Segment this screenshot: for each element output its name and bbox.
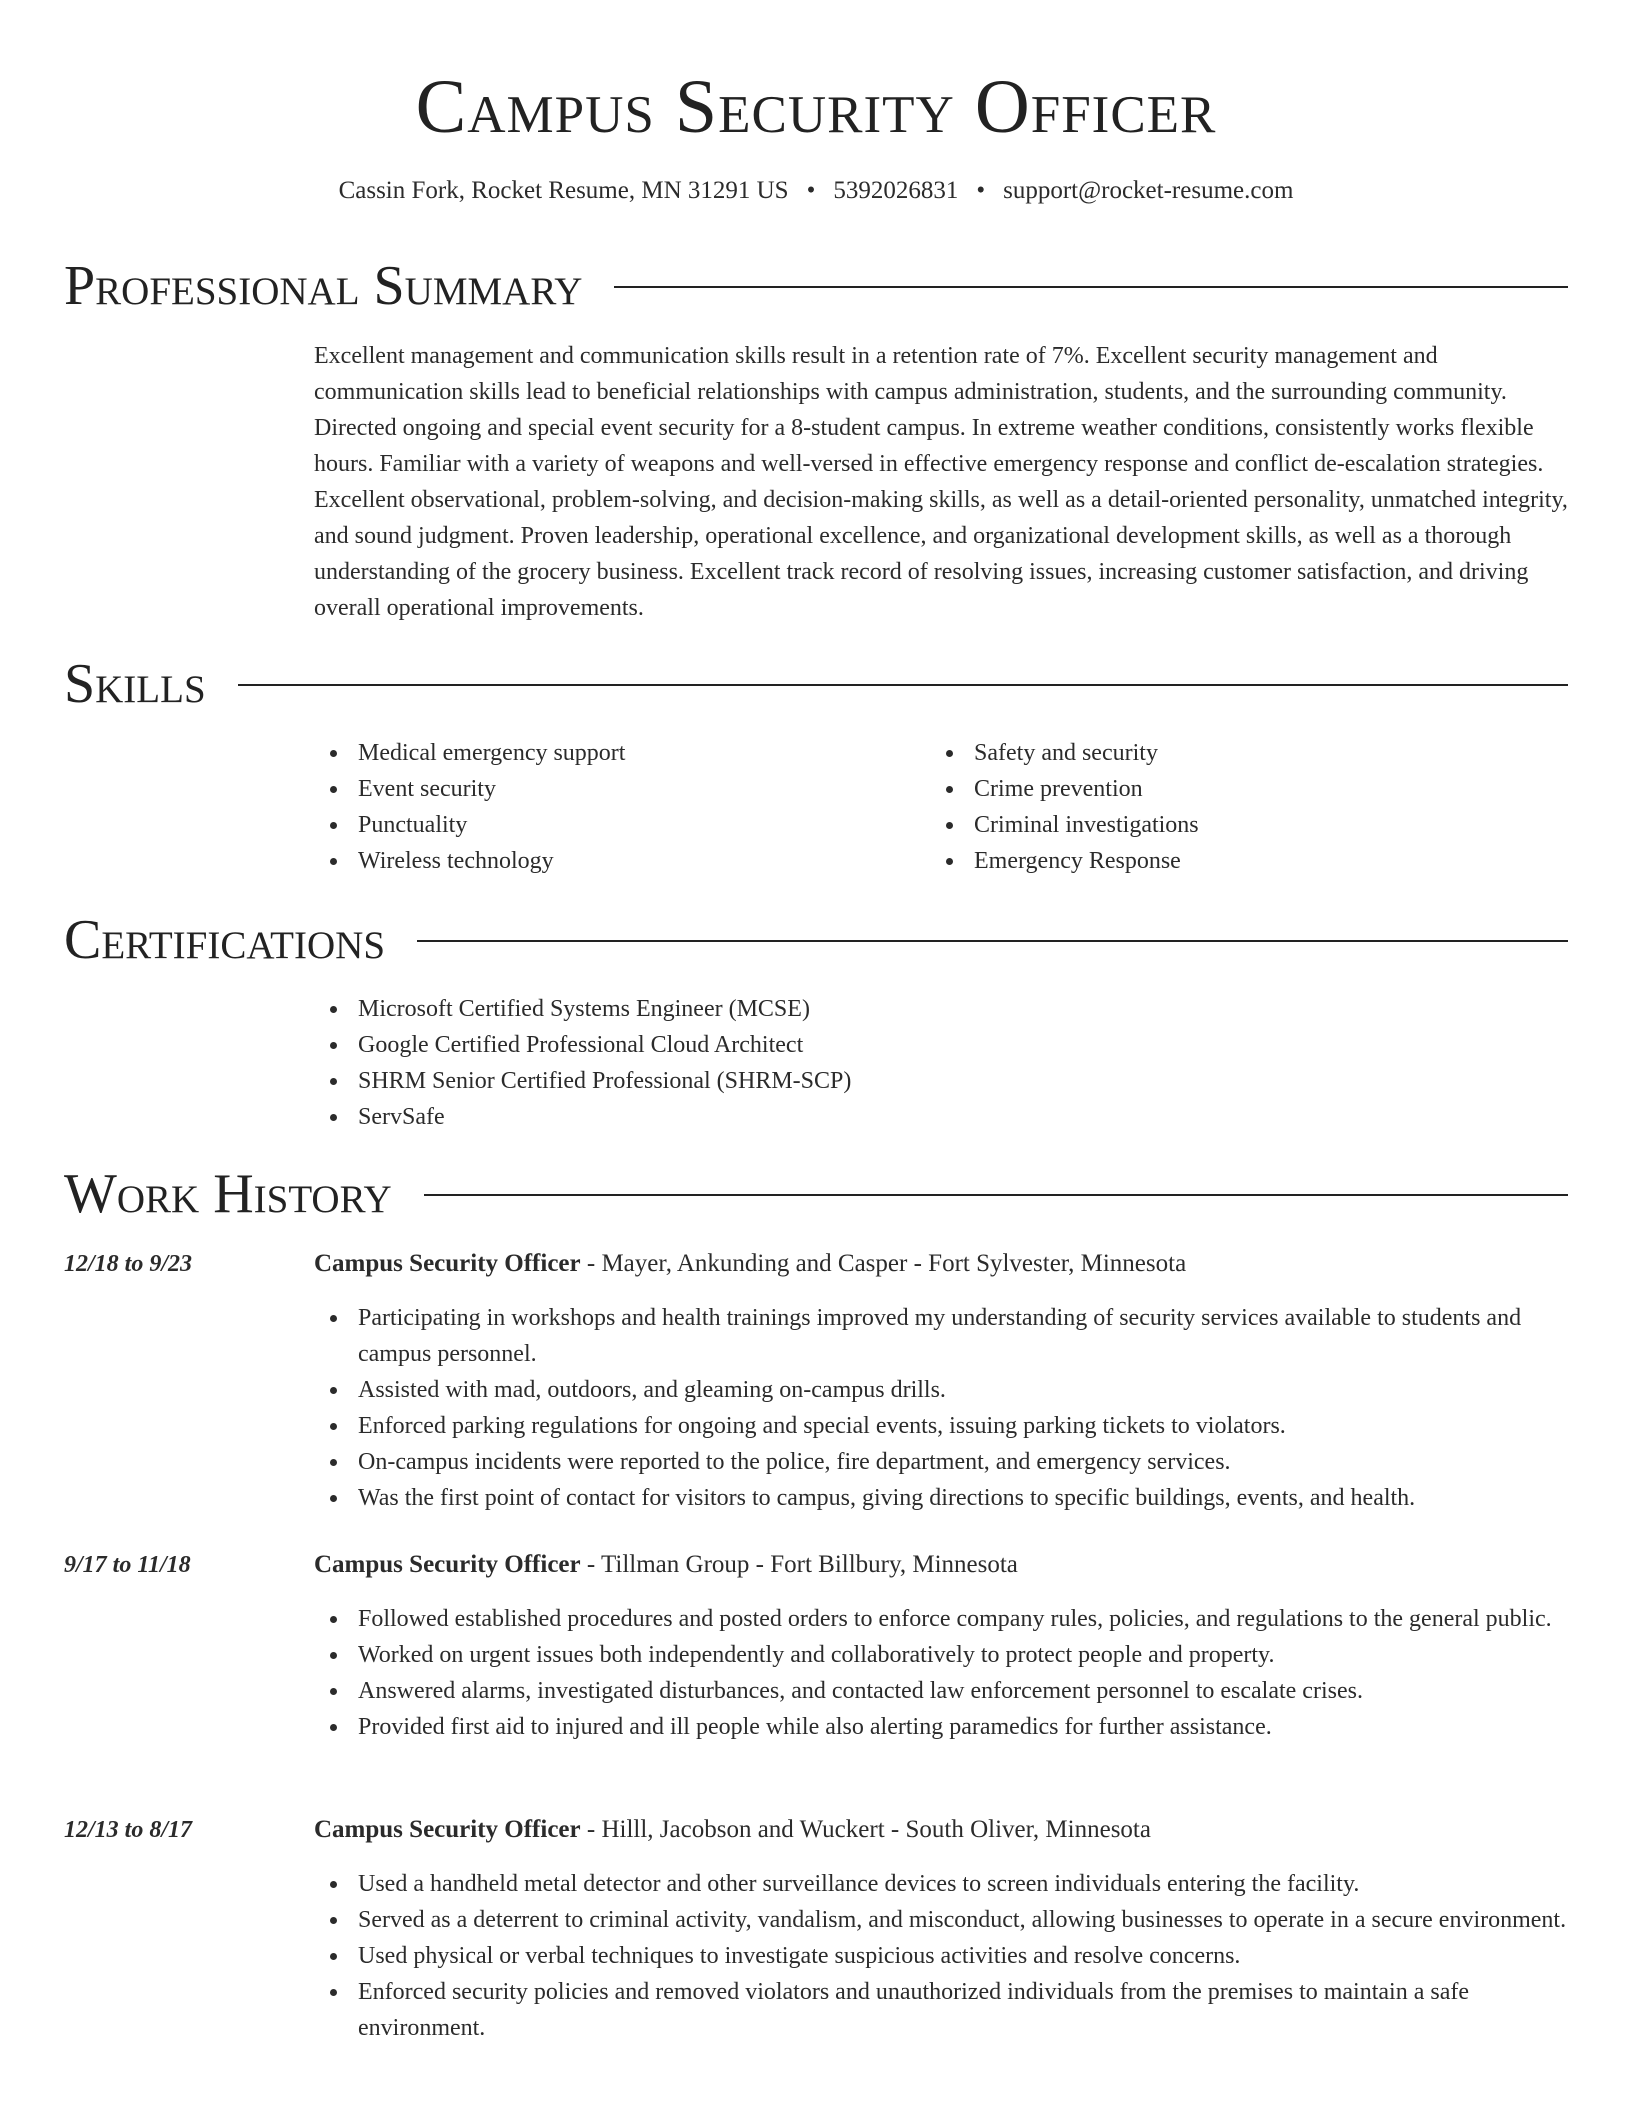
- job-bullet: Worked on urgent issues both independently and collaboratively to protect people and property.: [314, 1637, 1568, 1673]
- skills-section-header: [64, 652, 1568, 716]
- job-dates: 12/18 to 9/23: [64, 1251, 193, 1277]
- job-heading: [314, 1812, 1568, 1848]
- work-history-section-header: [64, 1162, 1568, 1226]
- job-bullet: Participating in workshops and health trainings improved my understanding of security services available to students and campus personnel.: [314, 1300, 1568, 1372]
- skill-item: Emergency Response: [930, 843, 1530, 879]
- job-bullets: [314, 1601, 1568, 1745]
- job-title: Campus Security Officer: [314, 1250, 581, 1277]
- certifications-list: [314, 991, 1568, 1135]
- certifications-section-header: [64, 908, 1568, 972]
- job-bullets: [314, 1300, 1568, 1516]
- resume-title: Campus Security Officer: [415, 65, 1217, 149]
- skills-list-right: [930, 735, 1530, 879]
- certification-item: Microsoft Certified Systems Engineer (MCSE): [314, 991, 1568, 1027]
- job-heading: [314, 1246, 1568, 1282]
- job-bullet: Followed established procedures and posted orders to enforce company rules, policies, and regulations to the general public.: [314, 1601, 1568, 1637]
- job-dates: 9/17 to 11/18: [64, 1552, 191, 1578]
- job-bullet: Was the first point of contact for visitors to campus, giving directions to specific buildings, events, and health.: [314, 1480, 1568, 1516]
- skill-item: Wireless technology: [314, 843, 914, 879]
- summary-heading: Professional Summary: [64, 255, 583, 317]
- contact-line: [0, 174, 1632, 208]
- skill-item: Safety and security: [930, 735, 1530, 771]
- summary-section-header: [64, 254, 1568, 318]
- job-employer: - Tillman Group - Fort Billbury, Minnesota: [580, 1551, 1018, 1578]
- certification-item: ServSafe: [314, 1099, 1568, 1135]
- job-bullet: On-campus incidents were reported to the police, fire department, and emergency services.: [314, 1444, 1568, 1480]
- summary-paragraph: Excellent management and communication skills result in a retention rate of 7%. Excellent security management and communication skills lead to beneficial relationships with campus administration, students, and the surrounding community. Directed ongoing and special event security for a 8-student campus. In extreme weather conditions, consistently works flexible hours. Familiar with a variety of weapons and well-versed in effective emergency response and conflict de-escalation strategies. Excellent observational, problem-solving, and decision-making skills, as well as a detail-oriented personality, unmatched integrity, and sound judgment. Proven leadership, operational excellence, and organizational development skills, as well as a thorough understanding of the grocery business. Excellent track record of resolving issues, increasing customer satisfaction, and driving overall operational improvements.: [314, 343, 1568, 621]
- job-bullet: Assisted with mad, outdoors, and gleaming on-campus drills.: [314, 1372, 1568, 1408]
- section-divider: [238, 684, 1568, 686]
- section-divider: [417, 940, 1568, 942]
- skill-item: Punctuality: [314, 807, 914, 843]
- job-bullet: Used a handheld metal detector and other surveillance devices to screen individuals entering the facility.: [314, 1866, 1568, 1902]
- skills-list-left: [314, 735, 914, 879]
- contact-phone: 5392026831: [833, 177, 959, 204]
- job-bullets: [314, 1866, 1568, 2046]
- job-employer: - Hilll, Jacobson and Wuckert - South Oliver, Minnesota: [580, 1816, 1151, 1843]
- skill-item: Event security: [314, 771, 914, 807]
- job-title: Campus Security Officer: [314, 1816, 581, 1843]
- job-title: Campus Security Officer: [314, 1551, 581, 1578]
- certifications-heading: Certifications: [64, 909, 386, 971]
- job-bullet: Answered alarms, investigated disturbances, and contacted law enforcement personnel to escalate crises.: [314, 1673, 1568, 1709]
- job-bullet: Provided first aid to injured and ill people while also alerting paramedics for further assistance.: [314, 1709, 1568, 1745]
- job-heading: [314, 1547, 1568, 1583]
- skills-heading: Skills: [64, 653, 206, 715]
- contact-email: support@rocket-resume.com: [1003, 177, 1294, 204]
- job-bullet: Enforced parking regulations for ongoing and special events, issuing parking tickets to violators.: [314, 1408, 1568, 1444]
- section-divider: [424, 1194, 1568, 1196]
- skill-item: Crime prevention: [930, 771, 1530, 807]
- certification-item: Google Certified Professional Cloud Architect: [314, 1027, 1568, 1063]
- skill-item: Medical emergency support: [314, 735, 914, 771]
- contact-separator: •: [976, 177, 986, 204]
- contact-address: Cassin Fork, Rocket Resume, MN 31291 US: [338, 177, 789, 204]
- work-history-heading: Work History: [64, 1163, 392, 1225]
- skill-item: Criminal investigations: [930, 807, 1530, 843]
- job-employer: - Mayer, Ankunding and Casper - Fort Sylvester, Minnesota: [580, 1250, 1187, 1277]
- job-bullet: Used physical or verbal techniques to investigate suspicious activities and resolve concerns.: [314, 1938, 1568, 1974]
- section-divider: [614, 286, 1568, 288]
- job-dates: 12/13 to 8/17: [64, 1817, 193, 1843]
- job-bullet: Served as a deterrent to criminal activity, vandalism, and misconduct, allowing businesses to operate in a secure environment.: [314, 1902, 1568, 1938]
- job-bullet: Enforced security policies and removed violators and unauthorized individuals from the premises to maintain a safe environment.: [314, 1974, 1568, 2046]
- certification-item: SHRM Senior Certified Professional (SHRM-SCP): [314, 1063, 1568, 1099]
- contact-separator: •: [806, 177, 816, 204]
